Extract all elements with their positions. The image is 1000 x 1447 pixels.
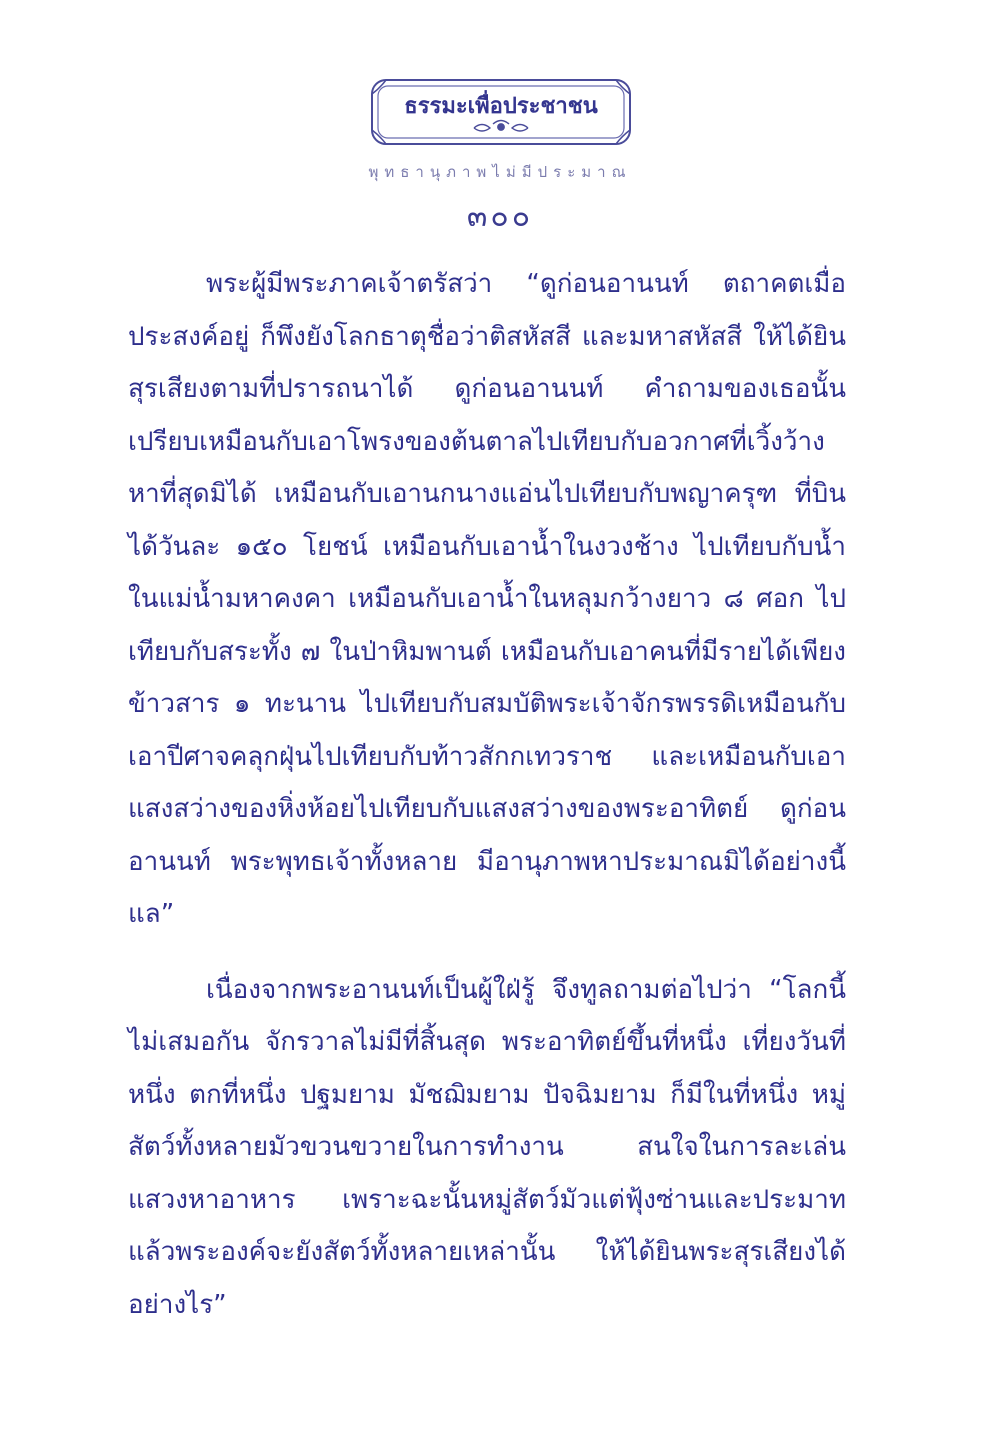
paragraph: พระผู้มีพระภาคเจ้าตรัสว่า “ดูก่อนอานนท์ ตถาคตเมื่อประสงค์อยู่ ก็พึงยังโลกธาตุชื่อว่าติสหัสสี และมหาสหัสสี ให้ได้ยินสุรเสียงตามที่ปรารถนาได้ ดูก่อนอานนท์ คำถามของเธอนั้นเปรียบเหมือนกับเอาโพรงของต้นตาลไปเทียบกับอวกาศที่เวิ้งว้างหาที่สุดมิได้ เหมือนกับเอานกนางแอ่นไปเทียบกับพญาครุฑ ที่บินได้วันละ ๑๕๐ โยชน์ เหมือนกับเอาน้ำในงวงช้าง ไปเทียบกับน้ำในแม่น้ำมหาคงคา เหมือนกับเอาน้ำในหลุมกว้างยาว ๘ ศอก ไปเทียบกับสระทั้ง ๗ ในป่าหิมพานต์ เหมือนกับเอาคนที่มีรายได้เพียงข้าวสาร ๑ ทะนาน ไปเทียบกับสมบัติพระเจ้าจักรพรรดิเหมือนกับเอาปีศาจคลุกฝุ่นไปเทียบกับท้าวสักกเทวราช และเหมือนกับเอาแสงสว่างของหิ่งห้อยไปเทียบกับแสงสว่างของพระอาทิตย์ ดูก่อนอานนท์ พระพุทธเจ้าทั้งหลาย มีอานุภาพหาประมาณมิได้อย่างนี้แล”: [128, 269, 846, 929]
body-text: [128, 258, 846, 1331]
header-logo: [370, 78, 632, 146]
book-title: พุทธานุภาพไม่มีประมาณ: [368, 163, 632, 181]
page-number: ๓๐๐: [466, 199, 534, 234]
logo-text: ธรรมะเพื่อประชาชน: [404, 94, 598, 119]
paragraph: เนื่องจากพระอานนท์เป็นผู้ใฝ่รู้ จึงทูลถามต่อไปว่า “โลกนี้ไม่เสมอกัน จักรวาลไม่มีที่สิ้นสุด พระอาทิตย์ขึ้นที่หนึ่ง เที่ยงวันที่หนึ่ง ตกที่หนึ่ง ปฐมยาม มัชฌิมยาม ปัจฉิมยาม ก็มีในที่หนึ่ง หมู่สัตว์ทั้งหลายมัวขวนขวายในการทำงาน สนใจในการละเล่น แสวงหาอาหาร เพราะฉะนั้นหมู่สัตว์มัวแต่ฟุ้งซ่านและประมาท แล้วพระองค์จะยังสัตว์ทั้งหลายเหล่านั้น ให้ได้ยินพระสุรเสียงได้อย่างไร”: [128, 974, 846, 1320]
